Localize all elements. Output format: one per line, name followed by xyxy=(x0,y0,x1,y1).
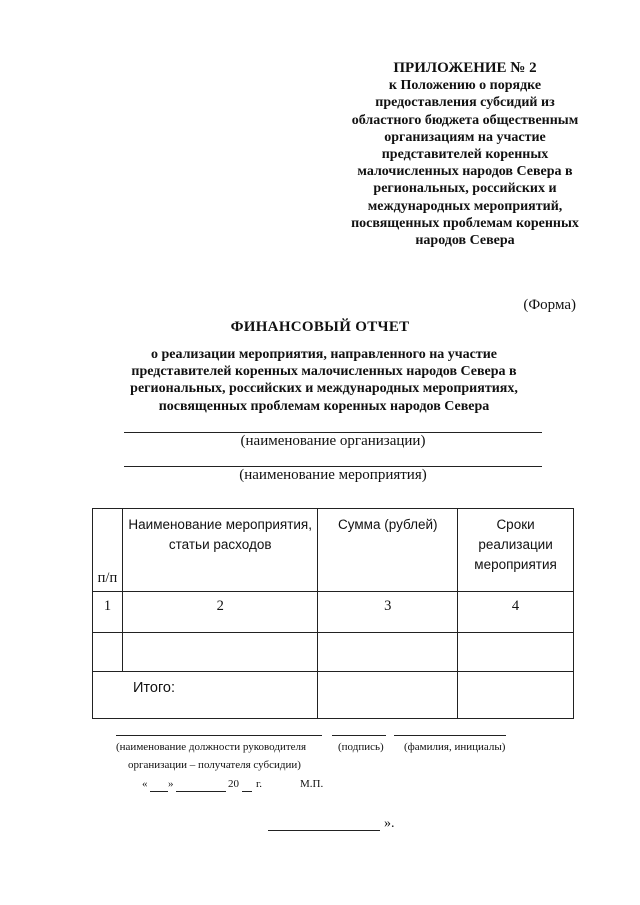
header-terms-line: Сроки xyxy=(496,517,535,532)
closing-quote: ». xyxy=(384,816,395,831)
signature-line[interactable] xyxy=(332,735,386,736)
report-title: ФИНАНСОВЫЙ ОТЧЕТ xyxy=(230,319,410,335)
closing-line xyxy=(268,830,380,831)
appendix-header xyxy=(300,60,630,249)
appendix-line: к Положению о порядке xyxy=(388,78,542,94)
header-terms-line: мероприятия xyxy=(474,557,557,572)
appendix-line: посвященных проблемам коренных xyxy=(351,215,579,231)
date-year-line[interactable] xyxy=(242,791,252,792)
table-cell[interactable] xyxy=(318,633,458,672)
report-subtitle xyxy=(104,346,544,415)
date-month-line[interactable] xyxy=(176,791,226,792)
name-caption: (фамилия, инициалы) xyxy=(404,741,506,753)
event-caption: (наименование мероприятия) xyxy=(239,467,427,483)
total-terms-cell[interactable] xyxy=(458,672,574,719)
form-label: (Форма) xyxy=(523,297,576,313)
appendix-line: малочисленных народов Севера в xyxy=(357,164,573,180)
year-prefix: 20 xyxy=(228,778,239,790)
report-subtitle-line: представителей коренных малочисленных народов Севера в xyxy=(131,364,517,380)
position-caption: (наименование должности руководителя xyxy=(116,741,307,753)
table-header-row xyxy=(93,509,574,592)
column-number-2: 2 xyxy=(122,592,318,633)
total-label: Итого: xyxy=(93,672,318,719)
report-subtitle-line: региональных, российских и международных мероприятиях, xyxy=(130,381,518,397)
table-cell[interactable] xyxy=(93,633,123,672)
name-line[interactable] xyxy=(394,735,506,736)
header-terms-line: реализации xyxy=(478,537,553,552)
financial-table xyxy=(92,508,574,719)
column-number-4: 4 xyxy=(458,592,574,633)
column-number-3: 3 xyxy=(318,592,458,633)
table-row xyxy=(93,633,574,672)
signature-caption: (подпись) xyxy=(338,741,384,753)
appendix-title: ПРИЛОЖЕНИЕ № 2 xyxy=(393,60,537,76)
header-name: Наименование мероприятия, статьи расходов xyxy=(122,509,318,592)
date-open-quote: « xyxy=(142,778,148,790)
appendix-line: международных мероприятий, xyxy=(367,198,563,214)
stamp-label: М.П. xyxy=(300,778,324,790)
recipient-caption: организации – получателя субсидии) xyxy=(128,759,301,771)
header-sum: Сумма (рублей) xyxy=(318,509,458,592)
date-close-quote: » xyxy=(168,778,174,790)
date-day-line[interactable] xyxy=(150,791,168,792)
header-num: п/п xyxy=(93,509,123,592)
appendix-line: предоставления субсидий из xyxy=(375,95,555,111)
table-cell[interactable] xyxy=(122,633,318,672)
appendix-line: организациям на участие xyxy=(384,129,546,145)
organization-caption: (наименование организации) xyxy=(240,433,426,449)
table-total-row xyxy=(93,672,574,719)
appendix-line: региональных, российских и xyxy=(373,181,557,197)
total-sum-cell[interactable] xyxy=(318,672,458,719)
position-line[interactable] xyxy=(116,735,322,736)
appendix-line: народов Севера xyxy=(415,233,515,249)
year-suffix: г. xyxy=(256,778,263,790)
table-numbering-row xyxy=(93,592,574,633)
report-subtitle-line: о реализации мероприятия, направленного на участие xyxy=(150,347,498,362)
table-cell[interactable] xyxy=(458,633,574,672)
appendix-line: областного бюджета общественным xyxy=(351,112,579,128)
report-subtitle-line: посвященных проблемам коренных народов Севера xyxy=(158,398,490,414)
header-terms xyxy=(458,509,574,592)
column-number-1: 1 xyxy=(93,592,123,633)
appendix-line: представителей коренных xyxy=(381,147,549,163)
